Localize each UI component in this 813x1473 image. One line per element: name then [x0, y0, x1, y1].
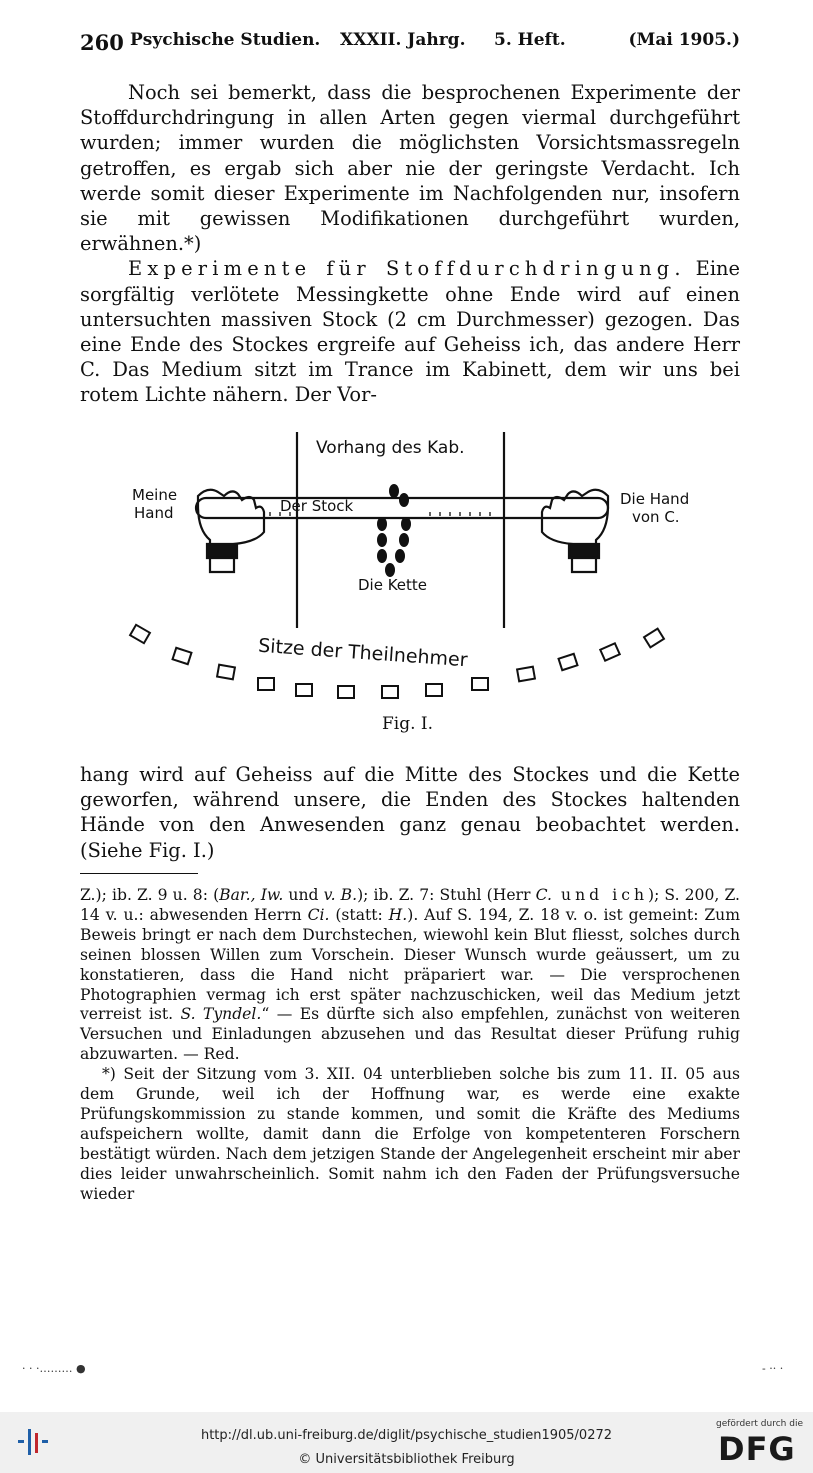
- volume-label: XXXII. Jahrg.: [340, 30, 466, 50]
- other-hand-label-line1: Die Hand: [620, 490, 690, 508]
- paragraph-2: [80, 256, 740, 407]
- fn-a-italic: H.: [388, 905, 408, 924]
- funding-note: gefördert durch die: [716, 1419, 803, 1429]
- other-hand-label-line2: von C.: [632, 508, 680, 526]
- figure-caption: Fig. I.: [382, 714, 434, 734]
- page-number: 260: [80, 30, 124, 55]
- right-hand-shape: [542, 490, 608, 572]
- source-url-link[interactable]: http://dl.ub.uni-freiburg.de/diglit/psychische_studien1905/0272: [200, 1428, 613, 1443]
- fn-a-part: und: [283, 886, 324, 904]
- stick-label: Der Stock: [280, 497, 354, 515]
- figure-1: [120, 428, 700, 748]
- fn-a-part: (statt:: [329, 905, 389, 924]
- dfg-logo: DFG: [718, 1430, 796, 1468]
- curtain-label: Vorhang des Kab.: [316, 438, 465, 458]
- seats-label: Sitze der Theilnehmer: [257, 634, 469, 672]
- body-text-lower: [80, 762, 740, 863]
- paragraph-3: hang wird auf Geheiss auf die Mitte des Stockes und die Kette geworfen, während unsere, die Enden des Stockes haltenden Hände von den Anwesenden ganz genau beobachtet werden. (Siehe Fig. I.): [80, 763, 740, 862]
- my-hand-label-line1: Meine: [132, 486, 178, 504]
- fn-a-italic: C.: [535, 886, 552, 904]
- fn-a-part: ); S. 200, Z. 14 v. u.: abwesenden Herrn: [80, 886, 740, 924]
- left-cuff: [207, 544, 237, 558]
- left-hand-shape: [198, 490, 264, 572]
- journal-title: Psychische Studien.: [130, 30, 321, 50]
- scan-specks-right: - ·· ·: [762, 1362, 784, 1375]
- footnote-continued: [80, 886, 740, 1065]
- issue-label: 5. Heft.: [494, 30, 566, 50]
- issue-date: (Mai 1905.): [628, 30, 740, 50]
- body-text-upper: [80, 80, 740, 408]
- fn-a-italic: Ci.: [307, 905, 330, 924]
- right-cuff: [569, 544, 599, 558]
- fn-a-italic: v. B.: [323, 886, 358, 904]
- scan-specks-left: · · ·……… ●: [22, 1362, 86, 1375]
- fn-a-italic: S. Tyndel.: [180, 1005, 262, 1024]
- chain-label: Die Kette: [358, 576, 428, 594]
- section-heading: Experimente für Stoffdurchdringung.: [128, 257, 686, 281]
- fn-a-part: “ — Es dürfte sich also empfehlen, zunächst von weiteren Versuchen und Einladungen abzusehen und das Resultat dieser Prüfung ruhig abzuwarten. — Red.: [80, 1005, 740, 1064]
- fn-a-part: ); ib. Z. 7: Stuhl (Herr: [357, 886, 536, 904]
- fn-a-part: ). Auf S. 194, Z. 18 v. o. ist gemeint: Zum Beweis bringt er nach dem Durchstechen, wiewohl kein Blut fliesst, solches durch seinen blossen Willen zum Vorschein. Dieser Wunsch wurde geäussert, um zu konstatieren, dass die Hand nicht präpariert war. — Die versprochenen Photographien vermag ich erst später nachzuschicken, weil das Medium jetzt verreist ist.: [80, 905, 740, 1024]
- my-hand-label-line2: Hand: [134, 504, 174, 522]
- paragraph-2-text: Eine sorgfältig verlötete Messingkette ohne Ende wird auf einen untersuchten massiven Stock (2 cm Durchmesser) gezogen. Das eine Ende des Stockes ergreife auf Geheiss ich, das andere Herr C. Das Medium sitzt im Trance im Kabinett, dem wir uns bei rotem Lichte nähern. Der Vor-: [80, 257, 740, 407]
- fn-a-italic: Bar., Iw.: [219, 886, 284, 904]
- paragraph-1: Noch sei bemerkt, dass die besprochenen Experimente der Stoffdurchdringung in allen Arten gegen viermal durchgeführt wurden; immer wurden die möglichsten Vorsichtsmassregeln getroffen, es ergab sich aber nie der geringste Verdacht. Ich werde somit dieser Experimente im Nachfolgenden nur, insofern sie mit gewissen Modifikationen durchgeführt wurden, erwähnen.*): [80, 81, 740, 256]
- fn-a-part: Z.); ib. Z. 9 u. 8: (: [80, 886, 220, 904]
- footnote-star: *) Seit der Sitzung vom 3. XII. 04 unterblieben solche bis zum 11. II. 05 aus dem Grunde, weil ich der Hoffnung war, es werde eine exakte Prüfungskommission zu stande kommen, und somit die Kräfte des Mediums aufspeichern wollte, damit dann die Erfolge von kompetenteren Forschern bestätigt würden. Nach dem jetzigen Stande der Angelegenheit erscheint mir aber dies leider unwahrscheinlich. Somit nahm ich den Faden der Prüfungsversuche wieder: [80, 1065, 740, 1203]
- footnote-divider: [80, 873, 198, 874]
- fn-a-spaced: und ich: [551, 886, 648, 904]
- footnotes: [80, 886, 740, 1205]
- copyright-text: © Universitätsbibliothek Freiburg: [298, 1452, 515, 1467]
- running-header: [80, 30, 740, 56]
